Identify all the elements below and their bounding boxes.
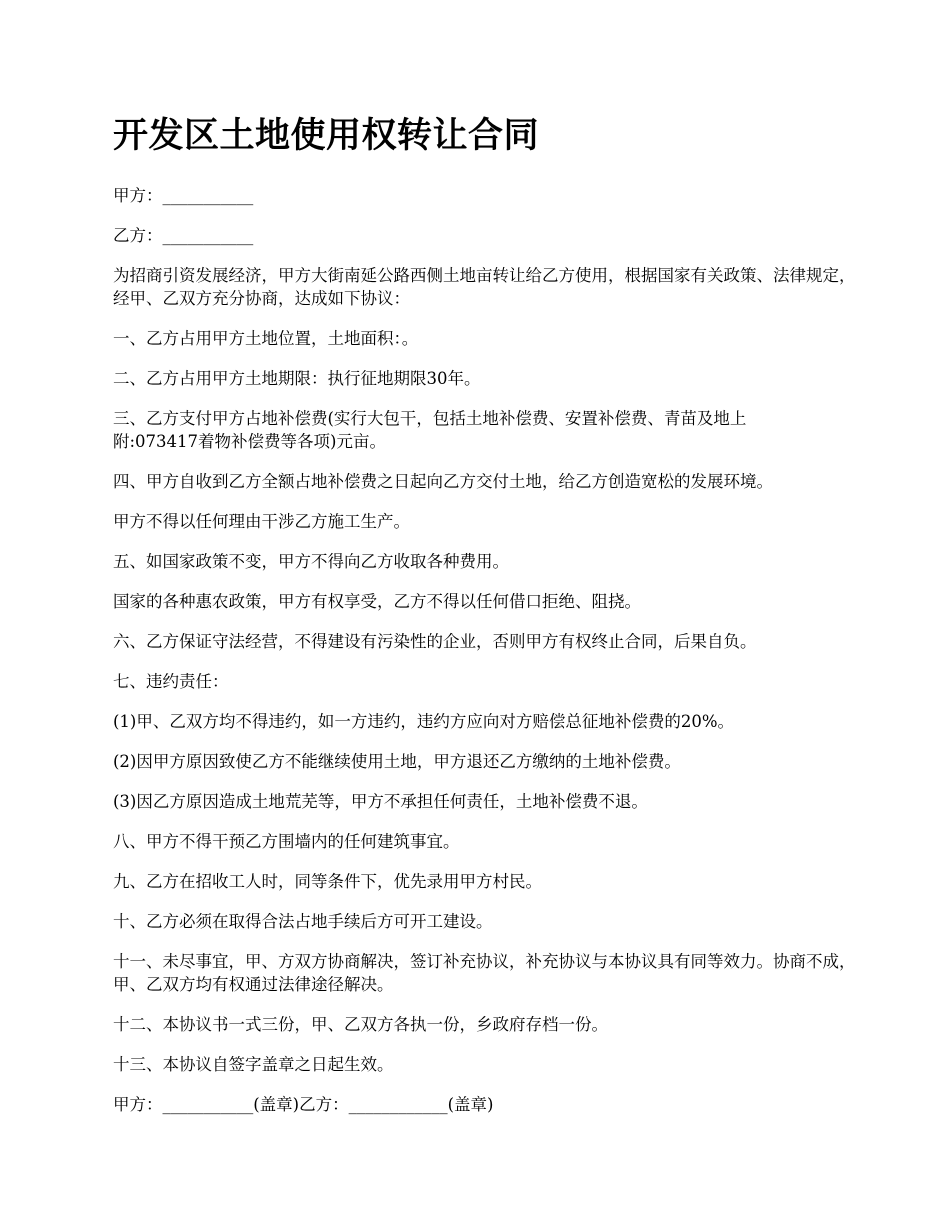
clause-3: 三、乙方支付甲方占地补偿费(实行大包干，包括土地补偿费、安置补偿费、青苗及地上 附:073417着物补偿费等各项)元亩。 — [113, 409, 747, 451]
document-title: 开发区土地使用权转让合同 — [113, 116, 540, 156]
clause-7-item-2: (2)因甲方原因致使乙方不能继续使用土地，甲方退还乙方缴纳的土地补偿费。 — [113, 752, 681, 771]
clause-5: 五、如国家政策不变，甲方不得向乙方收取各种费用。 — [113, 552, 509, 571]
clause-11: 十一、未尽事宜，甲、方双方协商解决，签订补充协议，补充协议与本协议具有同等效力。协商不成，甲、乙双方均有权通过法律途径解决。 — [113, 952, 856, 994]
clause-9: 九、乙方在招收工人时，同等条件下，优先录用甲方村民。 — [113, 872, 542, 891]
clause-2: 二、乙方占用甲方土地期限：执行征地期限30年。 — [113, 369, 481, 388]
clause-7-item-1: (1)甲、乙双方均不得违约，如一方违约，违约方应向对方赔偿总征地补偿费的20%。 — [113, 712, 735, 731]
clause-4: 四、甲方自收到乙方全额占地补偿费之日起向乙方交付土地，给乙方创造宽松的发展环境。 — [113, 472, 773, 491]
clause-1: 一、乙方占用甲方土地位置，土地面积：。 — [113, 329, 419, 348]
clause-8: 八、甲方不得干预乙方围墙内的任何建筑事宜。 — [113, 832, 460, 851]
document-page — [113, 112, 863, 1133]
clause-13: 十三、本协议自签字盖章之日起生效。 — [113, 1055, 394, 1074]
party-a-line: 甲方：___________ — [113, 186, 254, 205]
preamble-paragraph: 为招商引资发展经济，甲方大街南延公路西侧土地亩转让给乙方使用，根据国家有关政策、法律规定，经甲、乙双方充分协商，达成如下协议： — [113, 266, 856, 308]
clause-4-note: 甲方不得以任何理由干涉乙方施工生产。 — [113, 512, 410, 531]
party-b-line: 乙方：___________ — [113, 226, 254, 245]
clause-12: 十二、本协议书一式三份，甲、乙双方各执一份，乡政府存档一份。 — [113, 1015, 608, 1034]
clause-10: 十、乙方必须在取得合法占地手续后方可开工建设。 — [113, 912, 493, 931]
clause-5-note: 国家的各种惠农政策，甲方有权享受，乙方不得以任何借口拒绝、阻挠。 — [113, 592, 641, 611]
signature-line: 甲方：___________(盖章)乙方：____________(盖章) — [113, 1095, 494, 1114]
clause-7-item-3: (3)因乙方原因造成土地荒芜等，甲方不承担任何责任，土地补偿费不退。 — [113, 792, 648, 811]
clause-7-heading: 七、违约责任： — [113, 672, 229, 691]
clause-6: 六、乙方保证守法经营，不得建设有污染性的企业，否则甲方有权终止合同，后果自负。 — [113, 632, 757, 651]
